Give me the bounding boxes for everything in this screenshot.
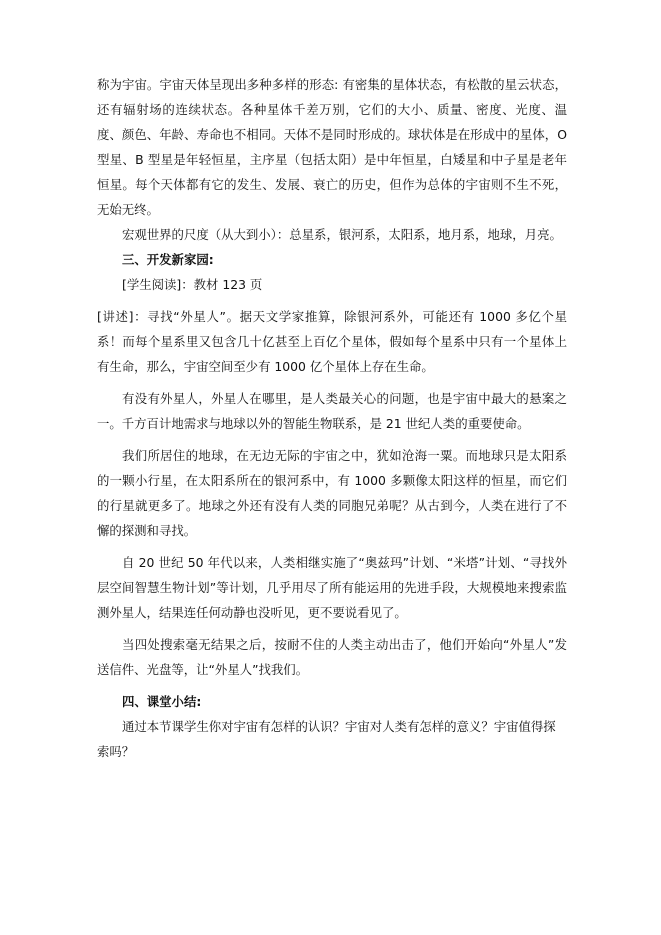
paragraph-alien-question: 有没有外星人，外星人在哪里，是人类最关心的问题，也是宇宙中最大的悬案之一。千方百计地需求与地球以外的智能生物联系，是 21 世纪人类的重要使命。	[97, 391, 567, 431]
paragraph-seti-programs: 自 20 世纪 50 年代以来，人类相继实施了“奥兹玛”计划、“米塔”计划、“寻找外层空间智慧生物计划”等计划，几乎用尽了所有能运用的先进手段，大规模地来搜索监测外星人，结果连任何动静也没听见，更不要说看见了。	[97, 555, 567, 620]
document-body	[97, 72, 567, 764]
paragraph-earth-in-universe: 我们所居住的地球，在无边无际的宇宙之中，犹如沧海一粟。而地球只是太阳系的一颗小行星，在太阳系所在的银河系中，有 1000 多颗像太阳这样的恒星，而它们的行星就更多了。地球之外还有没有人类的同胞兄弟呢？从古到今，人类在进行了不懈的探测和寻找。	[97, 448, 567, 538]
section-heading-3: 三、开发新家园:	[122, 252, 214, 267]
paragraph-active-contact: 当四处搜索毫无结果之后，按耐不住的人类主动出击了，他们开始向“外星人”发送信件、光盘等，让“外星人”找我们。	[97, 637, 567, 677]
paragraph-lecture-aliens: [讲述]：寻找“外星人”。据天文学家推算，除银河系外，可能还有 1000 多亿个星系！而每个星系里又包含几十亿甚至上百亿个星体，假如每个星系中只有一个星体上有生命，那么，宇宙空间至少有 1000 亿个星体上存在生命。	[97, 309, 567, 374]
section-heading-4: 四、课堂小结:	[122, 694, 202, 709]
paragraph-macro-scale: 宏观世界的尺度（从大到小）：总星系，银河系，太阳系，地月系，地球，月亮。	[122, 227, 562, 242]
paragraph-student-reading: [学生阅读]：教材 123 页	[122, 277, 263, 292]
paragraph-summary-questions: 通过本节课学生你对宇宙有怎样的认识？宇宙对人类有怎样的意义？宇宙值得探索吗？	[97, 719, 556, 759]
paragraph-universe-forms: 称为宇宙。宇宙天体呈现出多种多样的形态: 有密集的星体状态，有松散的星云状态，还有辐射场的连续状态。各种星体千差万别，它们的大小、质量、密度、光度、温度、颜色、年龄、寿命也不相同。天体不是同时形成的。球状体是在形成中的星体，O 型星、B 型星是年轻恒星，主序星（包括太阳）是中年恒星，白矮星和中子星是老年恒星。每个天体都有它的发生、发展、衰亡的历史，但作为总体的宇宙则不生不死，无始无终。	[97, 77, 567, 217]
